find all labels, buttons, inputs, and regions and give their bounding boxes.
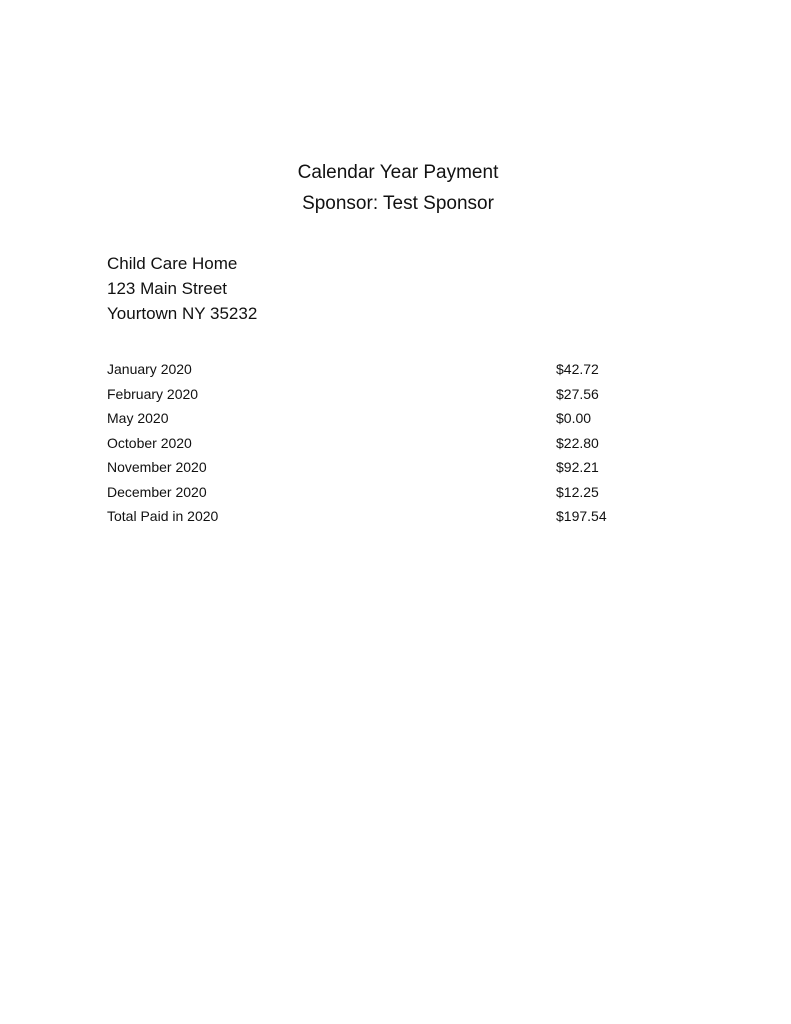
provider-name: Child Care Home: [107, 254, 238, 273]
payment-month: December 2020: [107, 483, 207, 500]
payment-month: October 2020: [107, 434, 192, 451]
payment-month: February 2020: [107, 385, 199, 402]
document-header: [0, 157, 791, 219]
payment-amount: $92.21: [556, 459, 599, 475]
address-block: [107, 251, 257, 326]
street-address: 123 Main Street: [107, 279, 228, 298]
total-row: [107, 506, 627, 531]
payment-row: [107, 457, 627, 482]
total-label: Total Paid in 2020: [107, 508, 219, 524]
payment-row: [107, 408, 627, 433]
payment-month: November 2020: [107, 459, 207, 475]
total-amount: $197.54: [556, 508, 607, 524]
payment-amount: $22.80: [556, 434, 599, 451]
payment-amount: $27.56: [556, 385, 599, 402]
payment-row: [107, 359, 627, 384]
payment-row: [107, 433, 627, 458]
city-state-zip: Yourtown NY 35232: [107, 304, 258, 323]
payment-row: [107, 482, 627, 507]
payment-amount: $12.25: [556, 483, 599, 500]
payment-month: January 2020: [107, 361, 192, 377]
payment-month: May 2020: [107, 410, 169, 426]
payment-row: [107, 384, 627, 409]
payment-amount: $0.00: [556, 410, 592, 426]
payment-list: [107, 359, 627, 531]
page-title: Calendar Year Payment: [297, 162, 499, 183]
sponsor-line: Sponsor: Test Sponsor: [302, 193, 494, 214]
payment-amount: $42.72: [556, 361, 599, 377]
